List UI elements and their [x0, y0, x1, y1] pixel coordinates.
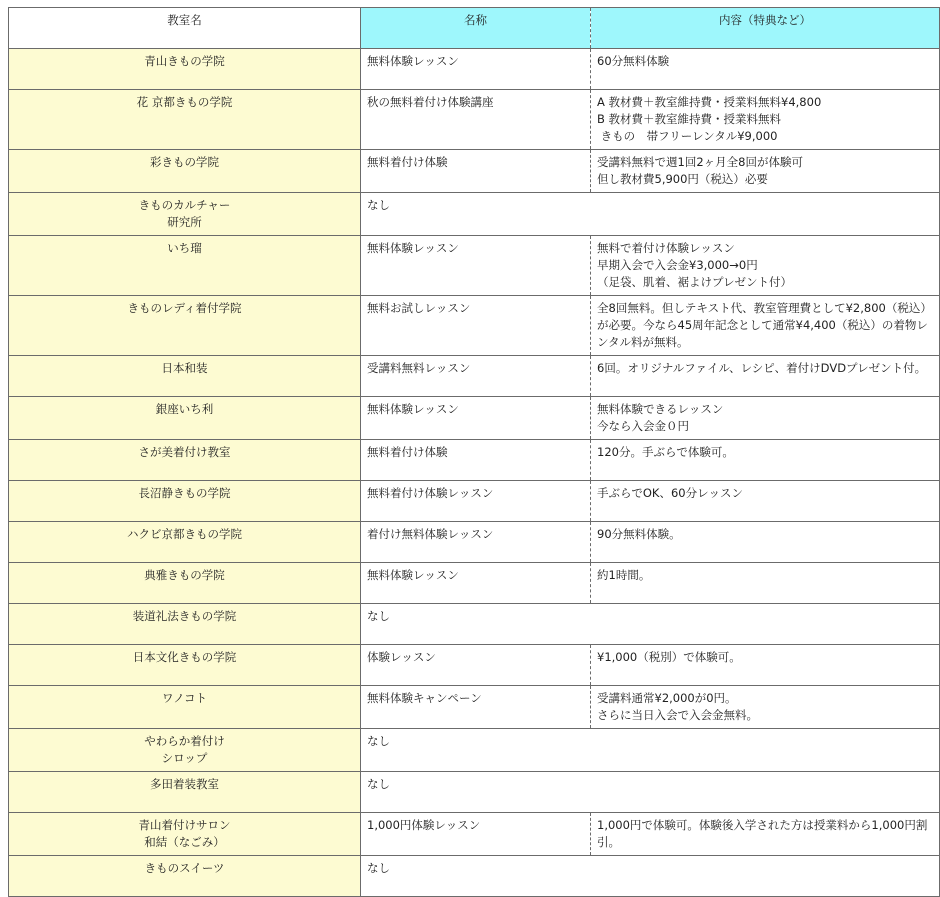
header-content: 内容（特典など）: [591, 8, 940, 49]
content-cell: [591, 563, 940, 604]
table-row: [9, 604, 940, 645]
table-row: [9, 440, 940, 481]
table-row: [9, 193, 940, 236]
school-name: シロップ: [161, 751, 208, 765]
table-row: [9, 236, 940, 296]
school-cell: [9, 522, 361, 563]
content-line: 無料で着付け体験レッスン: [597, 241, 735, 255]
comparison-table-container: [8, 7, 940, 897]
content-cell: [591, 440, 940, 481]
school-name: 花 京都きもの学院: [136, 95, 233, 109]
table-row: [9, 49, 940, 90]
table-row: [9, 296, 940, 356]
program-name-cell: 無料体験レッスン: [361, 49, 591, 90]
school-cell: [9, 397, 361, 440]
school-cell: [9, 645, 361, 686]
table-row: [9, 813, 940, 856]
program-name-cell: 無料着付け体験: [361, 440, 591, 481]
school-name: ワノコト: [161, 691, 208, 705]
school-name: 研究所: [167, 215, 202, 229]
program-name-cell: なし: [361, 729, 940, 772]
program-name-cell: なし: [361, 193, 940, 236]
school-name: 銀座いち利: [155, 402, 214, 416]
school-cell: [9, 772, 361, 813]
content-line: 但し教材費5,900円（税込）必要: [597, 172, 768, 186]
program-name-cell: 無料体験レッスン: [361, 236, 591, 296]
program-name-cell: 無料体験レッスン: [361, 563, 591, 604]
school-cell: [9, 90, 361, 150]
program-name-cell: 1,000円体験レッスン: [361, 813, 591, 856]
school-cell: [9, 356, 361, 397]
table-row: [9, 522, 940, 563]
content-line: 無料体験できるレッスン: [597, 402, 724, 416]
kimono-school-table: [8, 7, 940, 897]
program-name-cell: なし: [361, 772, 940, 813]
content-line: 今なら入会金０円: [597, 419, 689, 433]
content-cell: [591, 645, 940, 686]
content-line: さらに当日入会で入会金無料。: [597, 708, 758, 722]
content-cell: [591, 356, 940, 397]
content-line: 約1時間。: [597, 568, 651, 582]
header-row: [9, 8, 940, 49]
program-name-cell: なし: [361, 604, 940, 645]
school-cell: [9, 856, 361, 897]
school-name: きものカルチャー: [138, 198, 231, 212]
school-name: いち瑠: [167, 241, 202, 255]
school-name: さが美着付け教室: [138, 445, 231, 459]
program-name-cell: 無料お試しレッスン: [361, 296, 591, 356]
content-cell: [591, 49, 940, 90]
table-row: [9, 856, 940, 897]
content-cell: [591, 813, 940, 856]
content-line: 120分。手ぶらで体験可。: [597, 445, 734, 459]
content-line: 手ぶらでOK、60分レッスン: [597, 486, 743, 500]
content-line: ¥1,000（税別）で体験可。: [597, 650, 741, 664]
table-row: [9, 686, 940, 729]
content-line: A 教材費＋教室維持費・授業料無料¥4,800: [597, 95, 822, 109]
program-name-cell: 無料着付け体験レッスン: [361, 481, 591, 522]
school-name: 典雅きもの学院: [144, 568, 225, 582]
header-school: 教室名: [9, 8, 361, 49]
school-cell: [9, 686, 361, 729]
table-row: [9, 645, 940, 686]
program-name-cell: 秋の無料着付け体験講座: [361, 90, 591, 150]
content-line: （足袋、肌着、裾よけプレゼント付）: [597, 275, 793, 289]
content-cell: [591, 236, 940, 296]
school-cell: [9, 481, 361, 522]
school-cell: [9, 49, 361, 90]
content-line: きもの 帯フリーレンタル¥9,000: [597, 129, 778, 143]
table-row: [9, 90, 940, 150]
table-row: [9, 729, 940, 772]
table-body: [9, 49, 940, 897]
content-cell: [591, 522, 940, 563]
program-name-cell: 受講料無料レッスン: [361, 356, 591, 397]
table-row: [9, 150, 940, 193]
content-line: 60分無料体験: [597, 54, 670, 68]
school-name: 長沼静きもの学院: [138, 486, 231, 500]
table-row: [9, 481, 940, 522]
program-name-cell: なし: [361, 856, 940, 897]
school-name: きものレディ着付学院: [127, 301, 242, 315]
content-cell: [591, 686, 940, 729]
school-name: 日本文化きもの学院: [132, 650, 237, 664]
school-cell: [9, 604, 361, 645]
content-cell: [591, 150, 940, 193]
content-line: 全8回無料。但しテキスト代、教室管理費として¥2,800（税込）が必要。今なら45周年記念として通常¥4,400（税込）の着物レンタル料が無料。: [597, 301, 932, 349]
school-name: 和結（なごみ）: [144, 835, 225, 849]
school-name: 青山きもの学院: [144, 54, 225, 68]
school-name: ハクビ京都きもの学院: [127, 527, 242, 541]
school-name: 青山着付けサロン: [138, 818, 231, 832]
content-cell: [591, 481, 940, 522]
content-line: 90分無料体験。: [597, 527, 681, 541]
table-row: [9, 563, 940, 604]
school-cell: [9, 193, 361, 236]
school-cell: [9, 440, 361, 481]
content-line: 1,000円で体験可。体験後入学された方は授業料から1,000円割引。: [597, 818, 928, 849]
school-name: 日本和装: [161, 361, 208, 375]
content-line: 受講料無料で週1回2ヶ月全8回が体験可: [597, 155, 803, 169]
header-name: 名称: [361, 8, 591, 49]
school-cell: [9, 563, 361, 604]
content-line: 早期入会で入会金¥3,000→0円: [597, 258, 758, 272]
school-name: 多田着装教室: [150, 777, 219, 791]
table-row: [9, 772, 940, 813]
table-row: [9, 397, 940, 440]
school-cell: [9, 296, 361, 356]
program-name-cell: 無料体験キャンペーン: [361, 686, 591, 729]
table-row: [9, 356, 940, 397]
school-name: 装道礼法きもの学院: [132, 609, 237, 623]
school-name: やわらか着付け: [144, 734, 225, 748]
content-line: 受講料通常¥2,000が0円。: [597, 691, 737, 705]
content-cell: [591, 90, 940, 150]
program-name-cell: 体験レッスン: [361, 645, 591, 686]
school-cell: [9, 236, 361, 296]
program-name-cell: 着付け無料体験レッスン: [361, 522, 591, 563]
content-line: 6回。オリジナルファイル、レシピ、着付けDVDプレゼント付。: [597, 361, 927, 375]
content-line: B 教材費＋教室維持費・授業料無料: [597, 112, 782, 126]
content-cell: [591, 397, 940, 440]
content-cell: [591, 296, 940, 356]
program-name-cell: 無料着付け体験: [361, 150, 591, 193]
school-cell: [9, 150, 361, 193]
school-cell: [9, 729, 361, 772]
program-name-cell: 無料体験レッスン: [361, 397, 591, 440]
school-cell: [9, 813, 361, 856]
school-name: 彩きもの学院: [150, 155, 219, 169]
school-name: きものスイーツ: [144, 861, 225, 875]
